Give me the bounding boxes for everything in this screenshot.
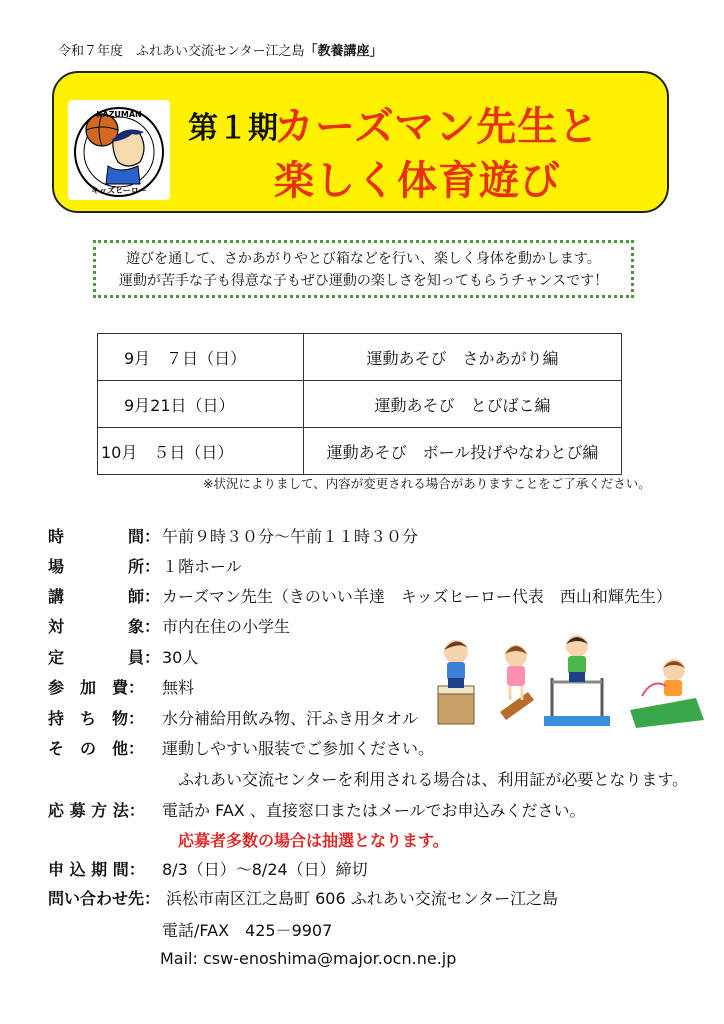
contact-mail: Mail: csw-enoshima@major.ocn.ne.jp bbox=[160, 949, 457, 968]
schedule-table bbox=[97, 333, 622, 475]
header-prefix: 令和７年度 ふれあい交流センター江之島 bbox=[58, 44, 305, 59]
info-label: 持 ち 物： bbox=[48, 709, 145, 728]
kazuman-logo bbox=[68, 100, 170, 200]
info-label: 対 象： bbox=[48, 617, 161, 636]
info-time bbox=[48, 524, 418, 547]
info-value: 市内在住の小学生 bbox=[162, 617, 291, 636]
intro-line-1: 遊びを通して、さかあがりやとび箱などを行い、楽しく身体を動かします。 bbox=[126, 251, 601, 267]
info-label: 応 募 方 法： bbox=[48, 801, 145, 820]
schedule-date: 9月21日（日） bbox=[98, 381, 304, 428]
info-value: 8/3（日）～8/24（日）締切 bbox=[162, 860, 368, 879]
schedule-date: 10月 ５日（日） bbox=[98, 428, 304, 475]
schedule-row bbox=[98, 381, 622, 428]
schedule-note: ※状況によりまして、内容が変更される場合がありますことをご了承ください。 bbox=[203, 476, 651, 491]
info-value: 30人 bbox=[162, 648, 199, 667]
schedule-activity: 運動あそび ボール投げやなわとび編 bbox=[304, 428, 622, 475]
info-contact bbox=[48, 886, 558, 909]
kazuman-logo-icon bbox=[68, 100, 170, 200]
info-teacher bbox=[48, 584, 672, 607]
info-label: 定 員： bbox=[48, 648, 161, 667]
info-value: 浜松市南区江之島町 606 ふれあい交流センター江之島 bbox=[166, 889, 559, 908]
title-line-1: カーズマン先生と bbox=[274, 104, 600, 150]
schedule-activity: 運動あそび さかあがり編 bbox=[304, 334, 622, 381]
contact-tel: 電話/FAX 425－9907 bbox=[162, 921, 333, 940]
info-label: 問い合わせ先： bbox=[48, 889, 161, 908]
children-exercise-icon bbox=[430, 628, 710, 732]
info-value: 電話か FAX 、直接窓口またはメールでお申込みください。 bbox=[162, 801, 586, 820]
logo-bottom-text: キッズヒーロー bbox=[91, 186, 147, 195]
info-fee bbox=[48, 675, 194, 698]
info-label: 時 間： bbox=[48, 527, 161, 546]
info-label: 参 加 費： bbox=[48, 678, 145, 697]
schedule-row bbox=[98, 428, 622, 475]
info-value: 無料 bbox=[162, 678, 195, 697]
title-line-2: 楽しく体育遊び bbox=[274, 158, 561, 204]
children-exercise-illustration bbox=[430, 628, 710, 732]
info-label: 講 師： bbox=[48, 587, 161, 606]
info-value: 水分補給用飲み物、汗ふき用タオル bbox=[162, 709, 419, 728]
info-place bbox=[48, 554, 242, 577]
info-label: 申 込 期 間： bbox=[48, 860, 145, 879]
lottery-warning: 応募者多数の場合は抽選となります。 bbox=[178, 831, 449, 850]
info-value: カーズマン先生（きのいい羊達 キッズヒーロー代表 西山和輝先生） bbox=[162, 587, 672, 606]
info-other-note: ふれあい交流センターを利用される場合は、利用証が必要となります。 bbox=[178, 770, 689, 789]
info-capacity bbox=[48, 645, 198, 668]
info-value: １階ホール bbox=[162, 557, 242, 576]
info-other bbox=[48, 736, 434, 759]
info-label: そ の 他： bbox=[48, 739, 145, 758]
schedule-date: 9月 ７日（日） bbox=[98, 334, 304, 381]
info-target bbox=[48, 614, 290, 637]
info-value: 運動しやすい服装でご参加ください。 bbox=[162, 739, 435, 758]
header-line bbox=[58, 40, 383, 59]
intro-line-2: 運動が苦手な子も得意な子もぜひ運動の楽しさを知ってもらうチャンスです！ bbox=[118, 273, 609, 289]
info-apply bbox=[48, 798, 586, 821]
schedule-activity: 運動あそび とびばこ編 bbox=[304, 381, 622, 428]
info-period bbox=[48, 857, 368, 880]
info-bring bbox=[48, 706, 418, 729]
title-period: 第１期 bbox=[188, 111, 278, 146]
info-label: 場 所： bbox=[48, 557, 161, 576]
header-course: 「教養講座」 bbox=[304, 44, 383, 59]
intro-box bbox=[93, 240, 634, 298]
schedule-row bbox=[98, 334, 622, 381]
title-banner bbox=[52, 71, 669, 213]
info-value: 午前９時３０分～午前１１時３０分 bbox=[162, 527, 419, 546]
logo-arc-text: KAZUMAN bbox=[96, 110, 142, 119]
